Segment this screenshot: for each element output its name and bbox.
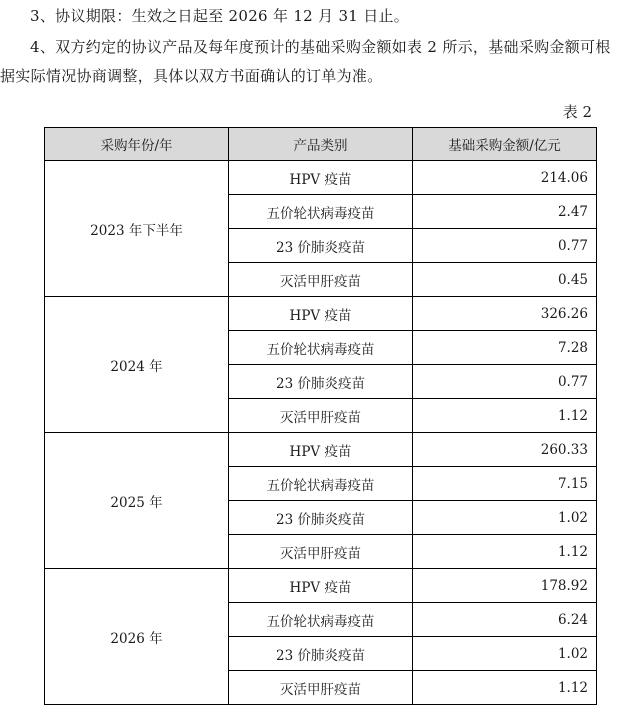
year-cell: 2023 年下半年 (45, 161, 229, 297)
table-row (45, 161, 597, 195)
category-cell: 灭活甲肝疫苗 (229, 399, 413, 433)
category-cell: 灭活甲肝疫苗 (229, 263, 413, 297)
amount-cell: 1.02 (413, 501, 597, 535)
amount-cell: 6.24 (413, 603, 597, 637)
amount-cell: 7.28 (413, 331, 597, 365)
amount-cell: 214.06 (413, 161, 597, 195)
year-cell: 2026 年 (45, 569, 229, 705)
header-amount: 基础采购金额/亿元 (413, 128, 597, 161)
table-caption: 表 2 (562, 103, 592, 121)
category-cell: 五价轮状病毒疫苗 (229, 603, 413, 637)
table-row (45, 433, 597, 467)
amount-cell: 260.33 (413, 433, 597, 467)
category-cell: HPV 疫苗 (229, 569, 413, 603)
category-cell: HPV 疫苗 (229, 161, 413, 195)
amount-cell: 0.45 (413, 263, 597, 297)
category-cell: 灭活甲肝疫苗 (229, 535, 413, 569)
year-cell: 2024 年 (45, 297, 229, 433)
table-row (45, 569, 597, 603)
category-cell: 五价轮状病毒疫苗 (229, 467, 413, 501)
category-cell: HPV 疫苗 (229, 297, 413, 331)
category-cell: 23 价肺炎疫苗 (229, 637, 413, 671)
category-cell: 23 价肺炎疫苗 (229, 365, 413, 399)
amount-cell: 0.77 (413, 229, 597, 263)
amount-cell: 0.77 (413, 365, 597, 399)
amount-cell: 7.15 (413, 467, 597, 501)
amount-cell: 1.02 (413, 637, 597, 671)
category-cell: HPV 疫苗 (229, 433, 413, 467)
amount-cell: 178.92 (413, 569, 597, 603)
amount-cell: 1.12 (413, 399, 597, 433)
table-row (45, 297, 597, 331)
category-cell: 23 价肺炎疫苗 (229, 501, 413, 535)
paragraph-term: 3、协议期限：生效之日起至 2026 年 12 月 31 日止。 (30, 7, 410, 25)
category-cell: 灭活甲肝疫苗 (229, 671, 413, 705)
procurement-table (44, 127, 597, 705)
paragraph-procurement: 4、双方约定的协议产品及每年度预计的基础采购金额如表 2 所示，基础采购金额可根据实际情况协商调整，具体以双方书面确认的订单为准。 (0, 38, 611, 85)
amount-cell: 1.12 (413, 535, 597, 569)
category-cell: 五价轮状病毒疫苗 (229, 195, 413, 229)
category-cell: 23 价肺炎疫苗 (229, 229, 413, 263)
amount-cell: 326.26 (413, 297, 597, 331)
header-year: 采购年份/年 (45, 128, 229, 161)
amount-cell: 1.12 (413, 671, 597, 705)
header-category: 产品类别 (229, 128, 413, 161)
table-header-row (45, 128, 597, 161)
amount-cell: 2.47 (413, 195, 597, 229)
year-cell: 2025 年 (45, 433, 229, 569)
category-cell: 五价轮状病毒疫苗 (229, 331, 413, 365)
